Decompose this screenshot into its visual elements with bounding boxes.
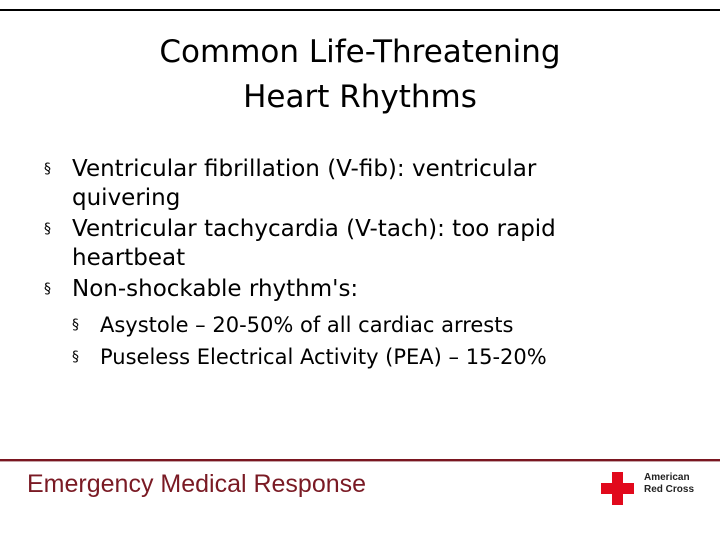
sub-bullet-list <box>72 310 684 372</box>
bullet-text: Non-shockable rhythm's: <box>72 276 359 302</box>
bullet-text: Ventricular fibrillation (V-fib): ventricular <box>72 156 537 182</box>
sub-bullet-text: Asystole – 20-50% of all cardiac arrests <box>100 313 514 337</box>
red-cross-icon-bar <box>601 483 634 494</box>
slide-title <box>60 30 660 120</box>
bullet-list <box>44 155 684 374</box>
footer-divider <box>0 459 720 462</box>
logo-line-2: Red Cross <box>644 484 695 495</box>
bullet-marker-icon: § <box>44 161 51 177</box>
logo-wordmark <box>644 472 694 496</box>
bullet-item-non-shockable <box>44 275 684 304</box>
title-line-2: Heart Rhythms <box>243 79 477 115</box>
bullet-text-continued: heartbeat <box>72 245 186 271</box>
sub-bullet-asystole <box>72 310 684 340</box>
title-line-1: Common Life-Threatening <box>159 34 561 70</box>
bullet-item-vtach <box>44 215 684 273</box>
bullet-text-continued: quivering <box>72 185 181 211</box>
top-divider <box>0 9 720 11</box>
american-red-cross-logo <box>601 472 711 508</box>
bullet-marker-icon: § <box>44 281 51 297</box>
bullet-marker-icon: § <box>44 221 51 237</box>
footer-title: Emergency Medical Response <box>27 470 367 498</box>
bullet-item-vfib <box>44 155 684 213</box>
sub-bullet-text: Puseless Electrical Activity (PEA) – 15-20% <box>100 345 547 369</box>
bullet-marker-icon: § <box>72 349 79 365</box>
sub-bullet-pea <box>72 342 684 372</box>
logo-line-1: American <box>644 472 690 483</box>
bullet-text: Ventricular tachycardia (V-tach): too rapid <box>72 216 556 242</box>
bullet-marker-icon: § <box>72 317 79 333</box>
